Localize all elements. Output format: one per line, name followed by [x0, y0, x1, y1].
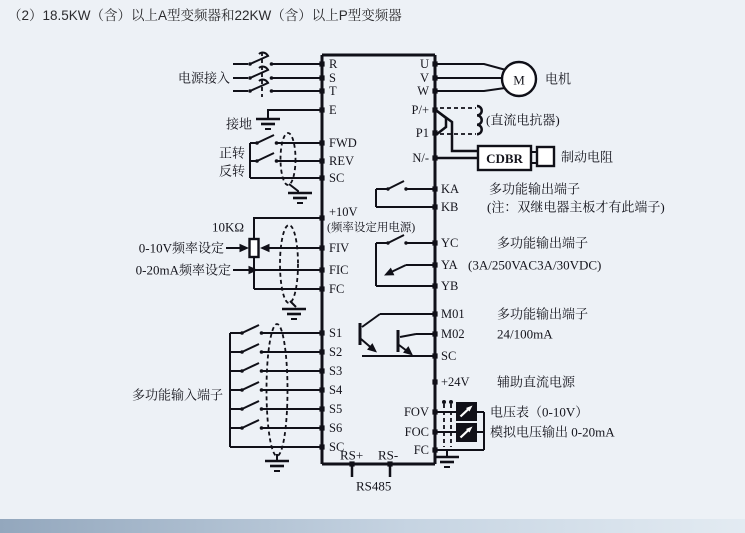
terminal-foc: FOC — [404, 425, 429, 439]
terminal-sc-top: SC — [329, 171, 345, 185]
left-terminal-labels — [327, 57, 415, 454]
voltmeter-icon — [456, 423, 477, 442]
terminal-s: S — [329, 71, 336, 85]
terminal-yb: YB — [441, 279, 459, 293]
rs-plus-label: RS+ — [340, 447, 364, 463]
motor-m-label: M — [513, 72, 525, 88]
terminal-s5: S5 — [329, 402, 343, 416]
terminal-u: U — [419, 57, 429, 71]
rs485-label: RS485 — [356, 478, 392, 494]
fwd-rev-circuit — [219, 133, 322, 203]
terminal-fiv: FIV — [329, 241, 350, 255]
fwd-switch-icon — [255, 135, 278, 145]
input-arrow-icon — [240, 244, 250, 252]
terminal-sc-bottom: SC — [329, 440, 345, 454]
s1-switch-icon — [240, 325, 263, 335]
terminal-ya: YA — [441, 258, 458, 272]
rs-minus-label: RS- — [378, 447, 399, 463]
earth-circuit — [226, 110, 322, 132]
terminal-kb: KB — [441, 200, 459, 214]
terminal-fwd: FWD — [329, 136, 357, 150]
breaker-pole-icon — [248, 53, 273, 66]
yc-ya-yb-relay — [376, 235, 435, 286]
analog-input-circuit — [136, 218, 322, 319]
wiper-arrow-icon — [260, 244, 270, 252]
terminal-v: V — [419, 71, 429, 85]
rs485-port — [340, 448, 398, 494]
power-input-circuit — [178, 52, 322, 97]
terminal-m01: M01 — [441, 307, 465, 321]
m02-spec: 24/100mA — [497, 326, 553, 342]
fov-desc: 电压表（0-10V） — [490, 404, 589, 420]
terminal-yc: YC — [441, 236, 459, 250]
yc-desc: 多功能输出端子 — [497, 235, 589, 251]
m01-desc: 多功能输出端子 — [497, 306, 589, 322]
terminal-10v: +10V — [329, 205, 358, 219]
contact-arrow-icon — [382, 268, 394, 280]
shield-cable — [280, 225, 298, 303]
rev-switch-icon — [255, 153, 278, 163]
foc-desc: 模拟电压输出 0-20mA — [490, 424, 615, 440]
ground-icon — [256, 119, 280, 129]
terminal-fov: FOV — [403, 405, 429, 419]
ground-icon — [265, 461, 289, 471]
ya-spec: (3A/250VAC3A/30VDC) — [468, 257, 602, 273]
pot-label: 10KΩ — [211, 219, 244, 235]
ground-label: 接地 — [225, 116, 252, 132]
ka-kb-relay — [376, 181, 435, 207]
brake-resistor-label: 制动电阻 — [561, 149, 614, 165]
terminal-sc-right: SC — [441, 349, 457, 363]
terminal-m02: M02 — [441, 327, 465, 341]
forward-label: 正转 — [218, 145, 245, 161]
s3-switch-icon — [240, 363, 263, 373]
ground-icon — [282, 309, 306, 319]
reverse-label: 反转 — [218, 163, 245, 179]
ka-desc: 多功能输出端子 — [489, 181, 581, 197]
terminal-p-plus: P/+ — [411, 103, 429, 117]
terminal-fic: FIC — [329, 263, 349, 277]
multi-input-label: 多功能输入端子 — [131, 387, 223, 403]
dc-reactor-label: (直流电抗器) — [486, 112, 560, 128]
dc-reactor-coil-icon — [477, 106, 482, 134]
brake-resistor-symbol — [537, 147, 554, 166]
terminal-r: R — [329, 57, 338, 71]
analog-output-circuit — [435, 400, 484, 467]
terminal-p1: P1 — [415, 126, 429, 140]
terminal-s3: S3 — [329, 364, 343, 378]
terminal-e: E — [329, 103, 337, 117]
potentiometer — [250, 239, 259, 257]
m01-m02-output — [360, 314, 435, 359]
multi-input-circuit — [132, 324, 322, 471]
output-labels — [441, 182, 665, 440]
terminal-t: T — [329, 84, 337, 98]
footer-bar — [0, 519, 745, 533]
freq-set-v-label: 0-10V频率设定 — [138, 240, 224, 256]
ground-icon — [288, 193, 312, 203]
terminal-10v-note: (频率设定用电源) — [327, 222, 416, 234]
motor-circuit — [435, 62, 571, 96]
page-title: （2）18.5KW（含）以上A型变频器和22KW（含）以上P型变频器 — [8, 8, 402, 23]
terminal-24v: +24V — [441, 375, 470, 389]
terminal-ka: KA — [441, 182, 460, 196]
s5-switch-icon — [240, 401, 263, 411]
s2-switch-icon — [240, 344, 263, 354]
breaker-pole-icon — [248, 67, 273, 80]
terminal-w: W — [417, 84, 429, 98]
power-input-label: 电源接入 — [177, 70, 230, 86]
terminal-fc-left: FC — [329, 282, 345, 296]
terminal-rev: REV — [329, 154, 354, 168]
s4-switch-icon — [240, 382, 263, 392]
kb-note: (注：双继电器主板才有此端子) — [487, 199, 665, 215]
terminal-n-minus: N/- — [412, 151, 429, 165]
freq-set-a-label: 0-20mA频率设定 — [135, 262, 231, 278]
voltmeter-icon — [456, 402, 477, 421]
motor-label: 电机 — [545, 71, 572, 87]
terminal-s2: S2 — [329, 345, 343, 359]
ground-icon — [435, 457, 459, 467]
right-terminal-labels — [404, 57, 429, 457]
terminal-s4: S4 — [329, 383, 343, 397]
terminal-s1: S1 — [329, 326, 343, 340]
breaker-pole-icon — [248, 80, 273, 93]
24v-desc: 辅助直流电源 — [497, 374, 576, 390]
cdbr-label: CDBR — [486, 151, 523, 166]
terminal-fc-right: FC — [413, 443, 429, 457]
s6-switch-icon — [240, 420, 263, 430]
terminal-s6: S6 — [329, 421, 343, 435]
dc-bus-circuit — [435, 106, 613, 170]
